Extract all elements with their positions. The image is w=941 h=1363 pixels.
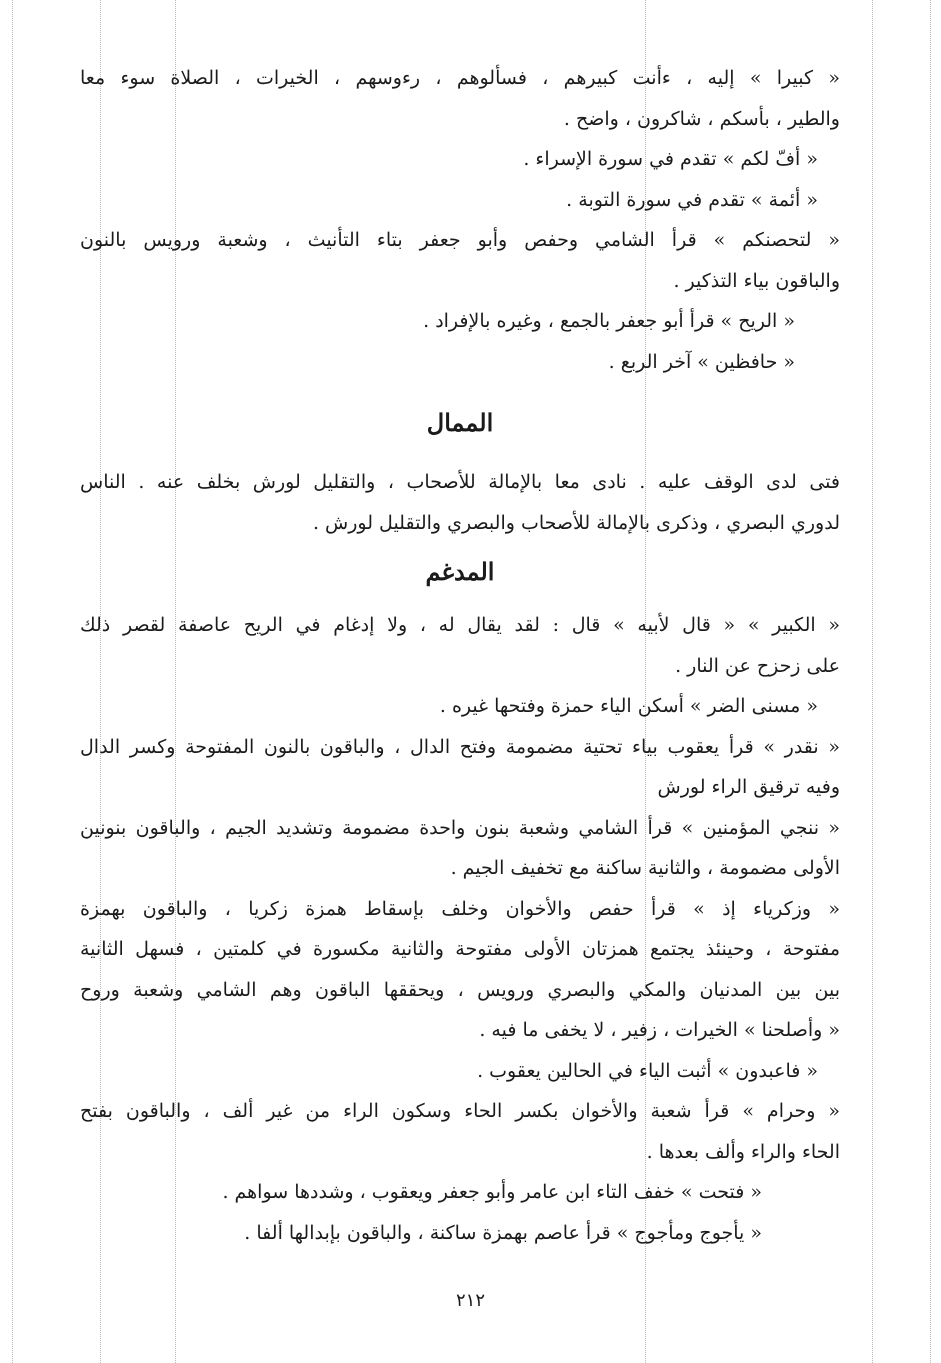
section-readings-continued xyxy=(80,58,840,382)
text-line: « يأجوج ومأجوج » قرأ عاصم بهمزة ساكنة ، والباقون بإبدالها ألفا . xyxy=(244,1221,762,1244)
text-line: وفيه ترقيق الراء لورش xyxy=(657,776,840,798)
scan-guide-line xyxy=(12,0,13,1363)
text-line: « ننجي المؤمنين » قرأ الشامي وشعبة بنون واحدة مضمومة وتشديد الجيم ، والباقون بنونين xyxy=(80,816,840,839)
text-line: « أفّ لكم » تقدم في سورة الإسراء . xyxy=(523,148,818,170)
text-line: الأولى مضمومة ، والثانية ساكنة مع تخفيف الجيم . xyxy=(450,857,840,879)
text-line: على زحزح عن النار . xyxy=(675,654,840,677)
text-line: الحاء والراء وألف بعدها . xyxy=(646,1140,840,1163)
text-line: « وحرام » قرأ شعبة والأخوان بكسر الحاء وسكون الراء من غير ألف ، والباقون بفتح xyxy=(80,1100,840,1122)
scan-guide-line xyxy=(930,0,931,1363)
text-line: والباقون بياء التذكير . xyxy=(673,269,840,292)
page-number: ٢١٢ xyxy=(455,1290,485,1311)
text-line: فتى لدى الوقف عليه . نادى معا بالإمالة للأصحاب ، والتقليل لورش بخلف عنه . الناس xyxy=(80,471,840,493)
text-line: مفتوحة ، وحينئذ يجتمع همزتان الأولى مفتوحة والثانية مكسورة في كلمتين ، فسهل الثانية xyxy=(80,938,840,960)
section-mudgham xyxy=(80,549,840,1253)
text-line: « كبيرا » إليه ، ءأنت كبيرهم ، فسألوهم ، رءوسهم ، الخيرات ، الصلاة سوء معا xyxy=(80,67,840,89)
text-line: « مسنى الضر » أسكن الياء حمزة وفتحها غيره . xyxy=(439,695,818,717)
page-body xyxy=(80,58,840,1253)
section-heading: الممال xyxy=(426,408,494,437)
scan-guide-line xyxy=(872,0,873,1363)
text-line: « لتحصنكم » قرأ الشامي وحفص وأبو جعفر بتاء التأنيث ، وشعبة ورويس بالنون xyxy=(80,229,840,251)
text-line: « فتحت » خفف التاء ابن عامر وأبو جعفر ويعقوب ، وشددها سواهم . xyxy=(222,1181,762,1203)
text-line: « وأصلحنا » الخيرات ، زفير ، لا يخفى ما فيه . xyxy=(479,1019,840,1041)
text-line: « نقدر » قرأ يعقوب بياء تحتية مضمومة وفتح الدال ، والباقون بالنون المفتوحة وكسر الدال xyxy=(80,735,840,758)
text-line: « حافظين » آخر الربع . xyxy=(608,350,795,373)
text-line: « الريح » قرأ أبو جعفر بالجمع ، وغيره بالإفراد . xyxy=(423,310,795,332)
text-line: لدوري البصري ، وذكرى بالإمالة للأصحاب والبصري والتقليل لورش . xyxy=(312,511,840,534)
text-line: « وزكرياء إذ » قرأ حفص والأخوان وخلف بإسقاط همزة زكريا ، والباقون بهمزة xyxy=(80,897,840,920)
text-line: والطير ، بأسكم ، شاكرون ، واضح . xyxy=(563,107,840,130)
section-mumal xyxy=(80,400,840,543)
text-line: « أئمة » تقدم في سورة التوبة . xyxy=(566,188,818,211)
section-heading: المدغم xyxy=(425,557,495,586)
text-line: بين بين المدنيان والمكي والبصري ورويس ، ويحققها الباقون وهم الشامي وشعبة وروح xyxy=(80,978,840,1001)
text-line: « فاعبدون » أثبت الياء في الحالين يعقوب . xyxy=(477,1059,818,1082)
text-line: « الكبير » « قال لأبيه » قال : لقد يقال له ، ولا إدغام في الريح عاصفة لقصر ذلك xyxy=(80,614,840,636)
